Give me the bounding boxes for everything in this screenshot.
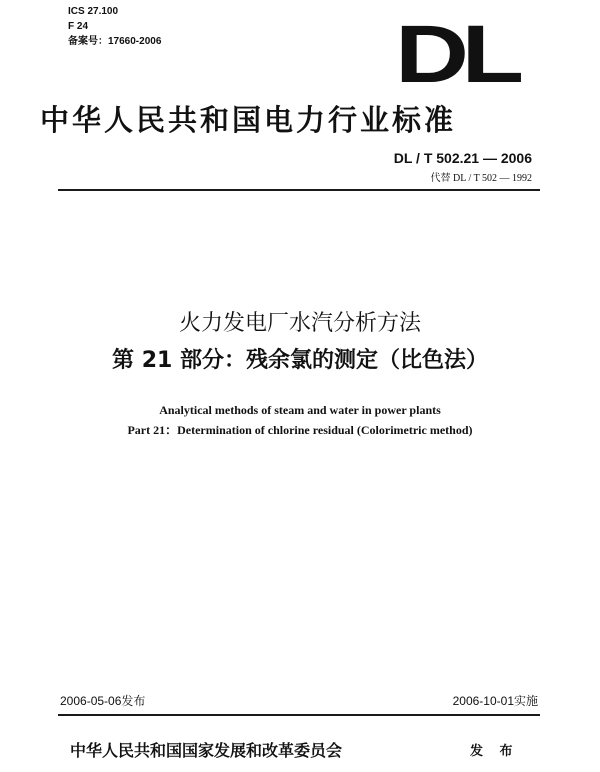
implementation-date: 2006-10-01实施 [452,694,538,708]
title-cn-line2: 第 21 部分：残余氯的测定（比色法） [112,348,488,373]
ics-code: ICS 27.100 [68,6,119,17]
record-number: 备案号：17660-2006 [68,36,162,47]
publisher-name: 中华人民共和国国家发展和改革委员会 [70,741,343,760]
top-divider [58,189,540,191]
title-cn-line1: 火力发电厂水汽分析方法 [178,311,421,336]
standard-org-title: 中华人民共和国电力行业标准 [40,103,457,137]
dl-logo: DL [395,9,517,100]
issue-date: 2006-05-06发布 [60,694,146,708]
standard-replaces: 代替 DL / T 502 — 1992 [430,173,532,184]
document-meta [68,4,161,49]
title-en-line1: Analytical methods of steam and water in power plants [159,403,441,417]
standard-number: DL / T 502.21 — 2006 [393,150,532,166]
publish-label: 发 布 [470,744,519,759]
title-en-line2: Part 21：Determination of chlorine residual (Colorimetric method) [127,423,473,437]
classification-code: F 24 [68,21,89,32]
bottom-divider [58,714,540,716]
